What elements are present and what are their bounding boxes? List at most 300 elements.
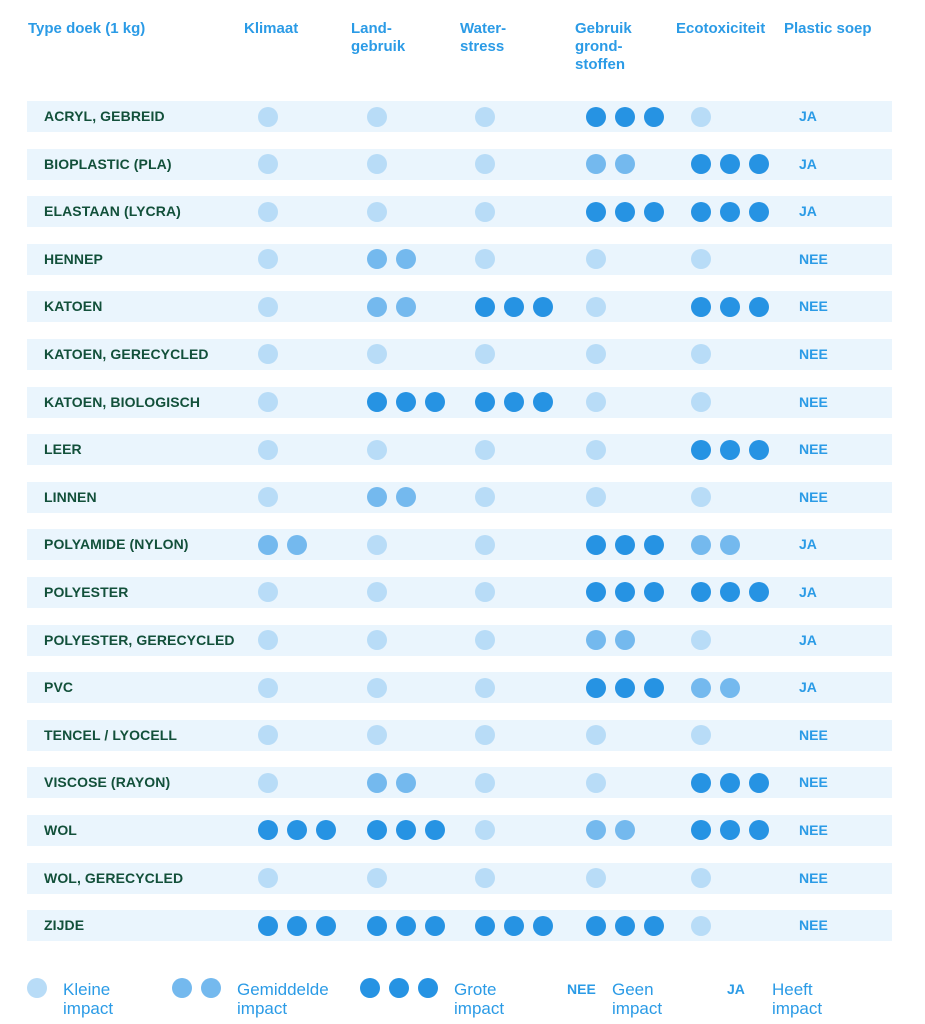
impact-dot [367, 297, 387, 317]
impact-dot [691, 392, 711, 412]
table-row [27, 529, 892, 560]
header-ecotoxiciteit: Ecotoxiciteit [676, 20, 766, 37]
table-row [27, 767, 892, 798]
impact-dot [691, 773, 711, 793]
impact-dot [720, 440, 740, 460]
plastic-soep-value: JA [799, 679, 817, 696]
impact-cell-landgebruik [367, 910, 445, 941]
impact-cell-landgebruik [367, 339, 387, 370]
impact-cell-klimaat [258, 767, 278, 798]
impact-dot [258, 297, 278, 317]
impact-dot [367, 630, 387, 650]
impact-cell-gebruik-grondstoffen [586, 529, 664, 560]
impact-cell-ecotoxiciteit [691, 482, 711, 513]
table-row [27, 196, 892, 227]
impact-dot [258, 249, 278, 269]
impact-cell-waterstress [475, 196, 495, 227]
impact-dot [644, 107, 664, 127]
impact-dot [258, 630, 278, 650]
impact-cell-klimaat [258, 101, 278, 132]
impact-dot [367, 820, 387, 840]
impact-cell-gebruik-grondstoffen [586, 101, 664, 132]
impact-cell-klimaat [258, 863, 278, 894]
impact-cell-ecotoxiciteit [691, 815, 769, 846]
impact-dot [287, 535, 307, 555]
legend-dot [172, 978, 192, 998]
impact-dot [691, 297, 711, 317]
impact-cell-klimaat [258, 387, 278, 418]
legend-dots [172, 978, 221, 998]
impact-dot [287, 916, 307, 936]
row-label: PVC [44, 679, 74, 696]
impact-cell-landgebruik [367, 196, 387, 227]
impact-cell-klimaat [258, 815, 336, 846]
row-label: KATOEN, BIOLOGISCH [44, 393, 201, 410]
impact-dot [615, 678, 635, 698]
impact-dot [749, 582, 769, 602]
impact-dot [749, 773, 769, 793]
impact-cell-klimaat [258, 482, 278, 513]
table-row [27, 387, 892, 418]
impact-dot [258, 725, 278, 745]
impact-dot [475, 820, 495, 840]
impact-cell-landgebruik [367, 244, 416, 275]
impact-dot [720, 202, 740, 222]
impact-cell-klimaat [258, 720, 278, 751]
impact-dot [258, 582, 278, 602]
impact-cell-landgebruik [367, 101, 387, 132]
impact-dot [586, 820, 606, 840]
impact-dot [367, 107, 387, 127]
impact-dot [396, 392, 416, 412]
row-label: WOL, GERECYCLED [44, 869, 184, 886]
impact-dot [691, 487, 711, 507]
impact-cell-ecotoxiciteit [691, 339, 711, 370]
impact-dot [258, 820, 278, 840]
row-label: KATOEN, GERECYCLED [44, 345, 209, 362]
impact-dot [475, 154, 495, 174]
impact-dot [691, 154, 711, 174]
impact-cell-waterstress [475, 910, 553, 941]
impact-dot [586, 582, 606, 602]
impact-dot [367, 344, 387, 364]
impact-dot [258, 916, 278, 936]
legend-dot [27, 978, 47, 998]
impact-dot [644, 916, 664, 936]
impact-dot [367, 582, 387, 602]
impact-cell-gebruik-grondstoffen [586, 767, 606, 798]
legend-label: Kleine impact [63, 980, 114, 1018]
impact-dot [749, 154, 769, 174]
impact-cell-ecotoxiciteit [691, 244, 711, 275]
impact-dot [475, 725, 495, 745]
impact-cell-ecotoxiciteit [691, 910, 711, 941]
impact-cell-gebruik-grondstoffen [586, 244, 606, 275]
legend-code: NEE [567, 981, 596, 997]
impact-dot [586, 487, 606, 507]
impact-dot [396, 297, 416, 317]
impact-dot [287, 820, 307, 840]
impact-dot [425, 392, 445, 412]
impact-cell-gebruik-grondstoffen [586, 149, 635, 180]
impact-dot [615, 916, 635, 936]
impact-dot [475, 535, 495, 555]
impact-dot [504, 916, 524, 936]
plastic-soep-value: NEE [799, 821, 828, 838]
impact-cell-klimaat [258, 434, 278, 465]
impact-dot [691, 249, 711, 269]
impact-cell-landgebruik [367, 767, 416, 798]
row-label: HENNEP [44, 250, 103, 267]
legend-label: Gemiddelde impact [237, 980, 329, 1018]
impact-cell-landgebruik [367, 720, 387, 751]
impact-dot [316, 820, 336, 840]
row-label: KATOEN [44, 298, 103, 315]
impact-dot [316, 916, 336, 936]
impact-dot [720, 582, 740, 602]
impact-cell-waterstress [475, 339, 495, 370]
row-label: ACRYL, GEBREID [44, 108, 165, 124]
impact-cell-waterstress [475, 387, 553, 418]
impact-dot [475, 582, 495, 602]
plastic-soep-value: NEE [799, 917, 828, 934]
impact-dot [691, 678, 711, 698]
table-row [27, 101, 892, 132]
impact-cell-ecotoxiciteit [691, 291, 769, 322]
table-row [27, 339, 892, 370]
impact-dot [475, 678, 495, 698]
impact-cell-klimaat [258, 577, 278, 608]
impact-dot [396, 916, 416, 936]
impact-cell-gebruik-grondstoffen [586, 863, 606, 894]
plastic-soep-value: NEE [799, 345, 828, 362]
impact-dot [720, 297, 740, 317]
impact-dot [691, 344, 711, 364]
impact-dot [396, 820, 416, 840]
impact-dot [586, 868, 606, 888]
impact-dot [475, 773, 495, 793]
plastic-soep-value: NEE [799, 393, 828, 410]
impact-cell-waterstress [475, 767, 495, 798]
impact-dot [691, 535, 711, 555]
impact-dot [644, 678, 664, 698]
impact-dot [720, 535, 740, 555]
header-plastic-soep: Plastic soep [784, 20, 872, 37]
legend-item [172, 978, 329, 1018]
impact-dot [615, 107, 635, 127]
row-label: LEER [44, 441, 82, 458]
impact-dot [586, 297, 606, 317]
impact-dot [504, 392, 524, 412]
impact-dot [533, 916, 553, 936]
legend-dot [389, 978, 409, 998]
impact-cell-ecotoxiciteit [691, 434, 769, 465]
impact-dot [258, 440, 278, 460]
impact-dot [749, 202, 769, 222]
plastic-soep-value: NEE [799, 250, 828, 267]
impact-cell-landgebruik [367, 482, 416, 513]
plastic-soep-value: NEE [799, 869, 828, 886]
impact-cell-klimaat [258, 529, 307, 560]
impact-dot [586, 678, 606, 698]
impact-dot [504, 297, 524, 317]
legend-label: Heeft impact [772, 980, 823, 1018]
legend-item [360, 978, 504, 1018]
impact-cell-waterstress [475, 529, 495, 560]
plastic-soep-value: JA [799, 631, 817, 648]
row-label: TENCEL / LYOCELL [44, 726, 178, 743]
plastic-soep-value: NEE [799, 774, 828, 791]
legend [0, 978, 925, 1024]
impact-cell-landgebruik [367, 863, 387, 894]
impact-dot [586, 773, 606, 793]
impact-dot [586, 202, 606, 222]
plastic-soep-value: NEE [799, 441, 828, 458]
legend-item [27, 978, 113, 1018]
impact-dot [691, 582, 711, 602]
header-type-doek: Type doek (1 kg) [28, 20, 146, 37]
impact-dot [615, 582, 635, 602]
plastic-soep-value: JA [799, 203, 817, 220]
impact-cell-klimaat [258, 672, 278, 703]
impact-cell-ecotoxiciteit [691, 529, 740, 560]
table-row [27, 863, 892, 894]
impact-dot [691, 725, 711, 745]
impact-dot [475, 916, 495, 936]
impact-cell-klimaat [258, 244, 278, 275]
plastic-soep-value: JA [799, 155, 817, 172]
impact-dot [691, 440, 711, 460]
impact-dot [367, 154, 387, 174]
impact-dot [258, 535, 278, 555]
impact-cell-waterstress [475, 577, 495, 608]
row-label: VISCOSE (RAYON) [44, 774, 171, 791]
impact-dot [691, 202, 711, 222]
impact-dot [586, 630, 606, 650]
impact-cell-waterstress [475, 672, 495, 703]
impact-dot [367, 392, 387, 412]
legend-item [727, 978, 822, 1018]
header-waterstress: Water- stress [460, 20, 507, 55]
impact-cell-ecotoxiciteit [691, 196, 769, 227]
impact-dot [475, 344, 495, 364]
impact-dot [475, 392, 495, 412]
impact-cell-gebruik-grondstoffen [586, 672, 664, 703]
impact-cell-waterstress [475, 101, 495, 132]
row-label: ZIJDE [44, 917, 85, 934]
impact-cell-ecotoxiciteit [691, 577, 769, 608]
row-label: ELASTAAN (LYCRA) [44, 203, 181, 220]
header-klimaat: Klimaat [244, 20, 299, 37]
impact-cell-ecotoxiciteit [691, 863, 711, 894]
row-label: POLYESTER, GERECYCLED [44, 631, 235, 648]
impact-cell-klimaat [258, 196, 278, 227]
impact-dot [586, 725, 606, 745]
impact-dot [367, 249, 387, 269]
impact-cell-klimaat [258, 625, 278, 656]
legend-code: JA [727, 981, 745, 997]
impact-dot [720, 154, 740, 174]
row-label: WOL [44, 821, 77, 838]
legend-dot [360, 978, 380, 998]
impact-cell-gebruik-grondstoffen [586, 434, 606, 465]
plastic-soep-value: NEE [799, 726, 828, 743]
plastic-soep-value: NEE [799, 298, 828, 315]
table-row [27, 577, 892, 608]
impact-dot [691, 820, 711, 840]
impact-dot [720, 678, 740, 698]
impact-dot [258, 344, 278, 364]
impact-dot [367, 487, 387, 507]
impact-dot [691, 868, 711, 888]
impact-cell-ecotoxiciteit [691, 672, 740, 703]
impact-cell-landgebruik [367, 529, 387, 560]
impact-dot [425, 916, 445, 936]
table-row [27, 434, 892, 465]
plastic-soep-value: JA [799, 108, 817, 124]
impact-dot [533, 392, 553, 412]
impact-dot [367, 725, 387, 745]
impact-dot [720, 773, 740, 793]
impact-dot [691, 107, 711, 127]
impact-dot [586, 107, 606, 127]
plastic-soep-value: JA [799, 583, 817, 600]
impact-cell-waterstress [475, 720, 495, 751]
impact-dot [644, 535, 664, 555]
row-label: POLYAMIDE (NYLON) [44, 536, 189, 553]
impact-dot [367, 440, 387, 460]
impact-dot [691, 630, 711, 650]
impact-dot [586, 392, 606, 412]
impact-cell-gebruik-grondstoffen [586, 815, 635, 846]
impact-dot [586, 344, 606, 364]
impact-dot [396, 249, 416, 269]
legend-dots [360, 978, 438, 998]
impact-cell-gebruik-grondstoffen [586, 577, 664, 608]
table-row [27, 720, 892, 751]
impact-dot [258, 107, 278, 127]
header-gebruik-grondstoffen: Gebruik grond- stoffen [575, 20, 632, 73]
table-row [27, 625, 892, 656]
impact-dot [258, 154, 278, 174]
impact-cell-ecotoxiciteit [691, 387, 711, 418]
legend-item [567, 978, 662, 1018]
impact-cell-gebruik-grondstoffen [586, 291, 606, 322]
impact-dot [258, 202, 278, 222]
impact-cell-ecotoxiciteit [691, 720, 711, 751]
legend-label: Geen impact [612, 980, 663, 1018]
impact-dot [749, 440, 769, 460]
legend-dot [418, 978, 438, 998]
impact-dot [258, 392, 278, 412]
impact-dot [475, 249, 495, 269]
impact-dot [258, 678, 278, 698]
impact-cell-gebruik-grondstoffen [586, 910, 664, 941]
impact-cell-klimaat [258, 910, 336, 941]
impact-dot [258, 868, 278, 888]
impact-dot [586, 535, 606, 555]
impact-cell-landgebruik [367, 434, 387, 465]
impact-dot [586, 916, 606, 936]
header-landgebruik: Land- gebruik [351, 20, 406, 55]
impact-dot [586, 249, 606, 269]
impact-cell-waterstress [475, 625, 495, 656]
impact-dot [615, 820, 635, 840]
impact-dot [367, 678, 387, 698]
impact-cell-gebruik-grondstoffen [586, 196, 664, 227]
impact-cell-landgebruik [367, 815, 445, 846]
impact-dot [749, 820, 769, 840]
impact-cell-gebruik-grondstoffen [586, 720, 606, 751]
impact-dot [367, 202, 387, 222]
plastic-soep-value: NEE [799, 488, 828, 505]
impact-cell-gebruik-grondstoffen [586, 339, 606, 370]
impact-dot [615, 202, 635, 222]
legend-dot [201, 978, 221, 998]
table-row [27, 244, 892, 275]
impact-dot [644, 582, 664, 602]
impact-cell-waterstress [475, 815, 495, 846]
legend-dots [27, 978, 47, 998]
impact-dot [367, 868, 387, 888]
table-row [27, 291, 892, 322]
impact-dot [475, 487, 495, 507]
impact-cell-landgebruik [367, 291, 416, 322]
impact-dot [475, 107, 495, 127]
impact-cell-klimaat [258, 339, 278, 370]
impact-dot [367, 916, 387, 936]
impact-dot [644, 202, 664, 222]
impact-dot [258, 487, 278, 507]
impact-dot [367, 535, 387, 555]
impact-dot [425, 820, 445, 840]
impact-dot [475, 868, 495, 888]
impact-cell-ecotoxiciteit [691, 149, 769, 180]
impact-dot [691, 916, 711, 936]
impact-dot [615, 630, 635, 650]
table-row [27, 149, 892, 180]
impact-dot [258, 773, 278, 793]
impact-dot [396, 773, 416, 793]
impact-dot [615, 535, 635, 555]
impact-dot [475, 297, 495, 317]
impact-cell-ecotoxiciteit [691, 101, 711, 132]
table-row [27, 482, 892, 513]
impact-dot [475, 440, 495, 460]
impact-dot [533, 297, 553, 317]
impact-dot [396, 487, 416, 507]
impact-cell-waterstress [475, 291, 553, 322]
table-body [27, 101, 892, 958]
impact-cell-waterstress [475, 482, 495, 513]
impact-dot [720, 820, 740, 840]
table-row [27, 815, 892, 846]
table-row [27, 672, 892, 703]
impact-cell-klimaat [258, 291, 278, 322]
impact-cell-landgebruik [367, 387, 445, 418]
plastic-soep-value: JA [799, 536, 817, 553]
table-row [27, 910, 892, 941]
impact-cell-landgebruik [367, 672, 387, 703]
impact-cell-gebruik-grondstoffen [586, 482, 606, 513]
row-label: LINNEN [44, 488, 97, 505]
impact-cell-gebruik-grondstoffen [586, 625, 635, 656]
impact-dot [749, 297, 769, 317]
impact-cell-landgebruik [367, 577, 387, 608]
impact-cell-ecotoxiciteit [691, 767, 769, 798]
impact-cell-waterstress [475, 863, 495, 894]
row-label: POLYESTER [44, 583, 129, 600]
